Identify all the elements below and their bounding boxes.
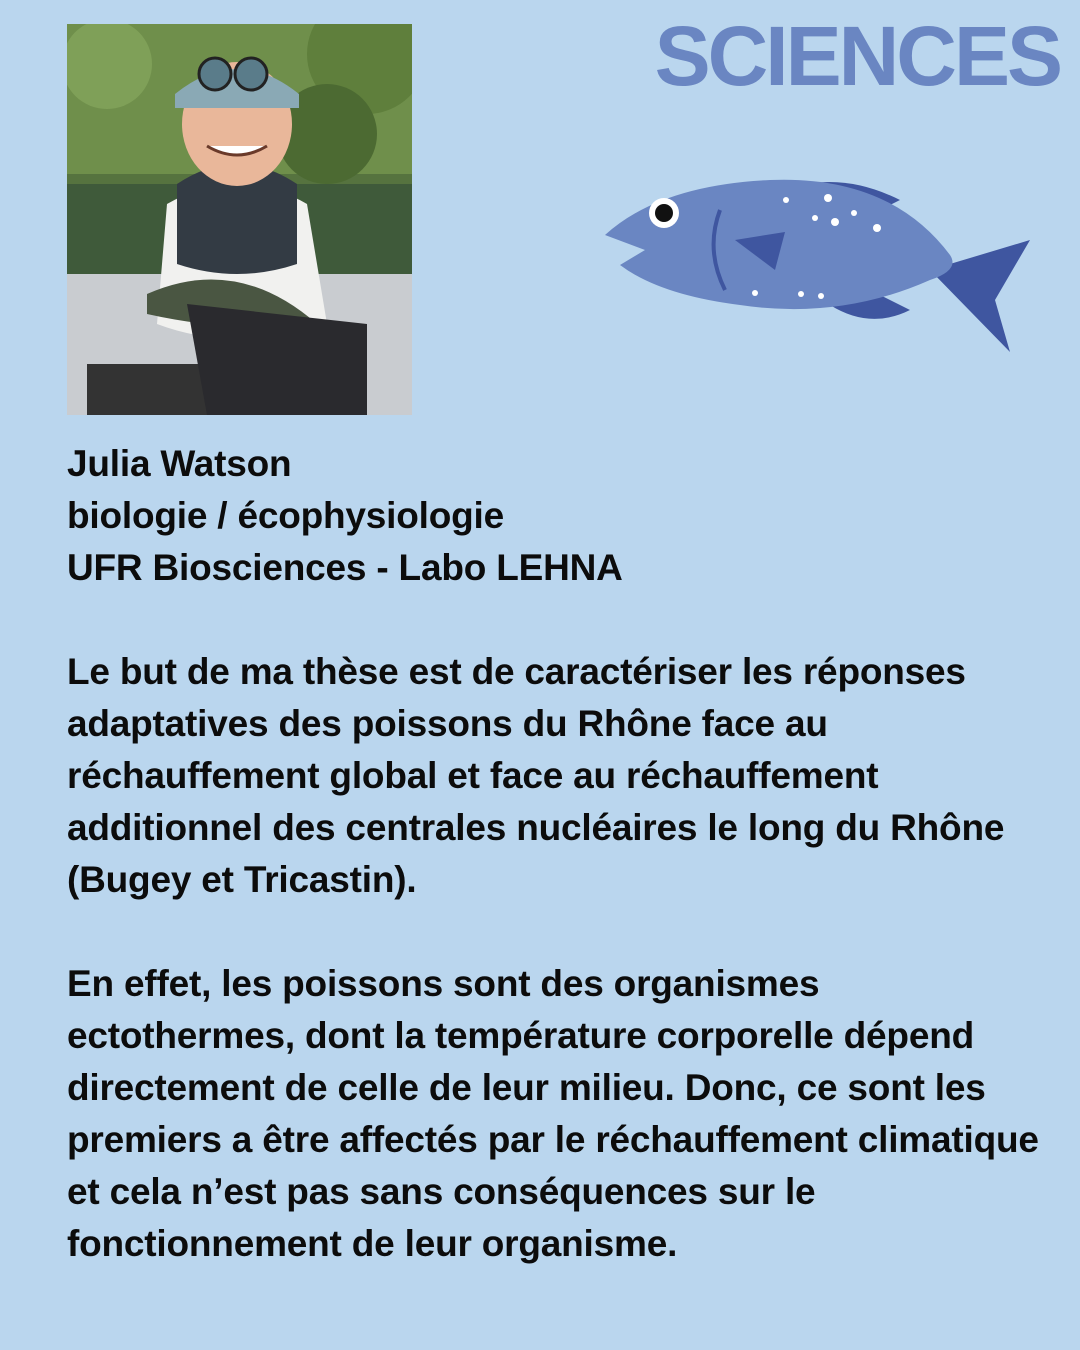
paragraph-explanation: En effet, les poissons sont des organismes ectothermes, dont la température corporelle dépend directement de celle de leur milieu. Donc, ce sont les premiers a être affectés par le réchauffement climatique et cela n’est pas sans conséquences sur le fonctionnement de leur organisme. — [67, 963, 1039, 1264]
profile-affiliation: UFR Biosciences - Labo LEHNA — [67, 547, 623, 588]
profile-field: biologie / écophysiologie — [67, 495, 504, 536]
fish-icon — [600, 170, 1036, 355]
portrait-photo — [67, 24, 412, 415]
content-text — [67, 438, 1057, 1270]
profile-name: Julia Watson — [67, 443, 292, 484]
category-title: SCIENCES — [654, 9, 1060, 103]
paragraph-thesis: Le but de ma thèse est de caractériser les réponses adaptatives des poissons du Rhône face au réchauffement global et face au réchauffement additionnel des centrales nucléaires le long du Rhône (Bugey et Tricastin). — [67, 651, 1005, 900]
